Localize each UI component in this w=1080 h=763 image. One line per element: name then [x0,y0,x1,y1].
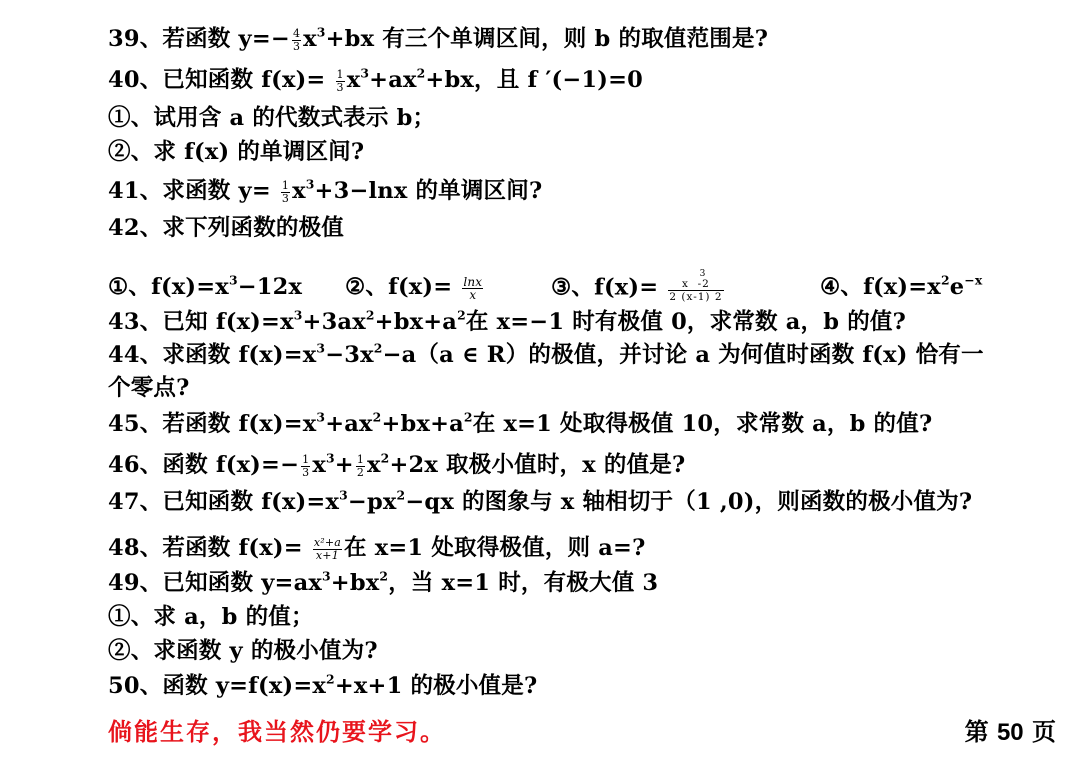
fraction: $\frac{4}{3}$ [292,26,301,53]
question-49-part-2: ②、求函数 y 的极小值为? [108,638,378,664]
question-40: 40、已知函数 f(x)= $\frac{1}{3}$ $x^3+ax^2+bx$，且 f ′(−1)=0 [108,65,644,94]
question-44: 44、求函数 $f(x)=x^3-3x^2-a(a$ ∈ R）的极值，并讨论 a 为何值时函数 f(x) 恰有一 [108,340,984,368]
page-number: 第 50 页 [964,717,1056,746]
question-42: 42、求下列函数的极值 [108,215,345,241]
motto-text: 倘能生存，我当然仍要学习。 [108,717,446,746]
question-44-continued: 个零点? [108,375,190,401]
question-50: 50、函数 $y=f(x)=x^2+x+1$ 的极小值是? [108,671,538,699]
fraction: $\frac{\ln x}{x}$ [463,274,483,302]
question-45: 45、若函数 $f(x)=x^3+ax^2+bx+a^2$在 x=1 处取得极值 10，求常数 a，b 的值? [108,409,933,437]
fraction: $\frac{1}{3}$ [302,452,310,479]
question-47: 47、已知函数 $f(x)=x^3-px^2-qx$ 的图象与 x 轴相切于（1 ,0)，则函数的极小值为? [108,487,973,515]
fraction: $\frac{1}{2}$ [356,452,365,479]
question-49: 49、已知函数 $y=ax^3+bx^2$，当 x=1 时，有极大值 3 [108,568,659,596]
question-39: 39、若函数 y=− $\frac{4}{3}$ $x^3+bx$ 有三个单调区间，则 b 的取值范围是? [108,24,769,53]
fraction: 3 x -2 2 (x-1) 2 [669,269,723,303]
question-40-part-1: ①、试用含 a 的代数式表示 b； [108,105,436,131]
q42-item-4: ④、$f(x)=x^2e^{-x}$ [820,272,983,300]
q42-item-3: ③、f(x)= 3 x -2 2 (x-1) 2 [551,269,723,303]
question-46: 46、函数 f(x)=− $\frac{1}{3}$ $x^3+$ $\frac{1}{2}$ $x^2+2x$ 取极小值时，x 的值是? [108,450,686,479]
q42-item-2: ②、f(x)= $\frac{\ln x}{x}$ [345,274,483,302]
fraction: $\frac{1}{3}$ [336,67,344,94]
question-40-part-2: ②、求 f(x) 的单调区间? [108,139,365,165]
question-43: 43、已知 $f(x)=x^3+3ax^2+bx+a^2$在 x=−1 时有极值 0，求常数 a，b 的值? [108,307,906,335]
question-41: 41、求函数 y= $\frac{1}{3}$ $x^3+3-\ln x$ 的单调区间? [108,176,543,205]
question-49-part-1: ①、求 a，b 的值； [108,604,314,630]
q42-item-1: ①、$f(x)=x^3-12x$ [108,272,303,300]
question-48: 48、若函数 f(x)= $\frac{\text{x²+a}}{x+1}$ 在 x=1 处取得极值，则 a=? [108,535,646,562]
fraction: $\frac{\text{x²+a}}{x+1}$ [313,535,342,562]
fraction: $\frac{1}{3}$ [281,178,290,205]
